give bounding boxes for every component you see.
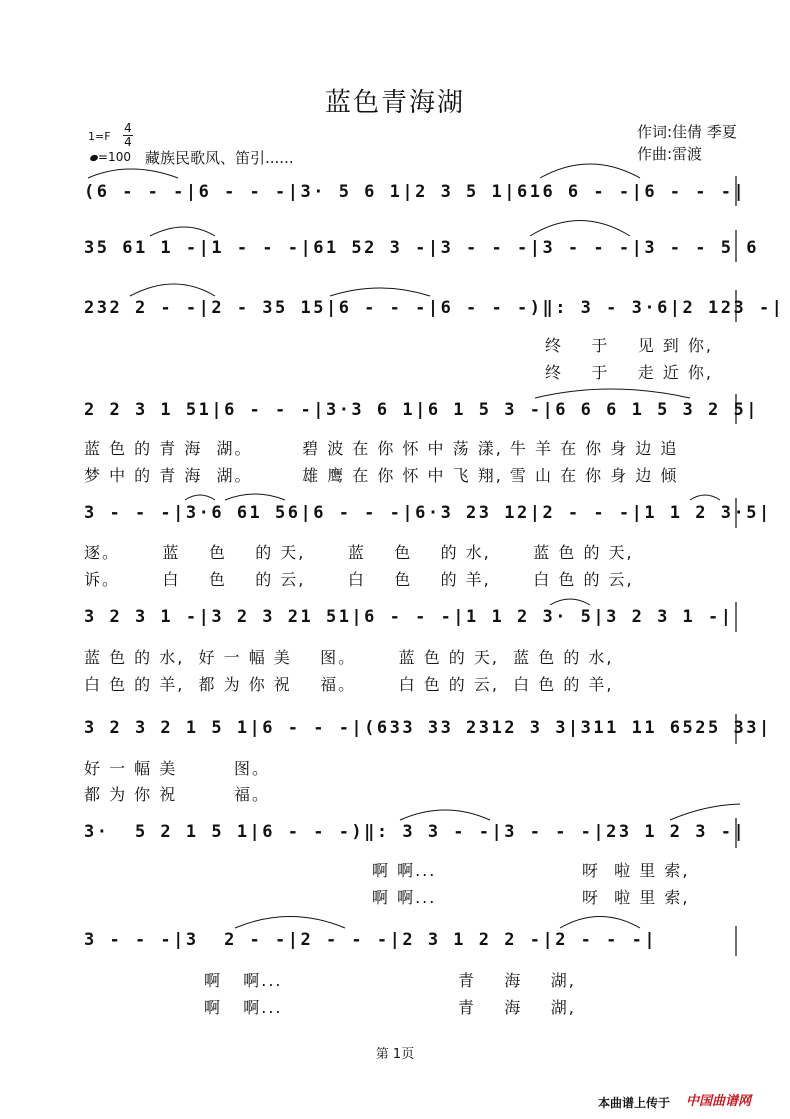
lyrics-row-8-verse-1b: 呀 啦 里 索, — [582, 861, 690, 880]
time-sig-top: 4 — [124, 121, 132, 135]
page-number: 第 1页 — [375, 1047, 415, 1062]
notation-row-5: 3 - - -|3·6 61 56|6 - - -|6·3 23 12|2 - - -|1 1 2 3·5| — [84, 503, 772, 523]
lyrics-row-9-verse-2b: 青 海 湖, — [458, 998, 576, 1017]
slur — [550, 599, 590, 605]
slur — [400, 810, 490, 820]
lyrics-row-5-verse-1: 逐。 蓝 色 的 天, 蓝 色 的 水, 蓝 色 的 天, — [84, 543, 634, 562]
lyricist-credit: 作词:佳倩 季夏 — [637, 123, 737, 141]
slur — [690, 495, 720, 500]
upload-note: 本曲谱上传于 — [598, 1096, 671, 1110]
lyrics-row-6-verse-1: 蓝 色 的 水, 好 一 幅 美 图。 蓝 色 的 天, 蓝 色 的 水, — [84, 648, 614, 667]
notation-row-6: 3 2 3 1 -|3 2 3 21 51|6 - - -|1 1 2 3· 5|3 2 3 1 -| — [84, 607, 734, 627]
lyrics-row-9-verse-1b: 青 海 湖, — [458, 971, 576, 990]
style-note: 藏族民歌风、笛引...... — [145, 149, 294, 167]
slur — [540, 164, 640, 178]
slur — [330, 288, 430, 296]
tempo-value: =100 — [98, 150, 131, 164]
lyrics-row-6-verse-2: 白 色 的 羊, 都 为 你 祝 福。 白 色 的 云, 白 色 的 羊, — [84, 675, 614, 694]
lyrics-row-9-verse-1a: 啊 啊... — [204, 971, 283, 990]
key-signature: 1=F — [88, 130, 111, 143]
notation-row-1: (6 - - -|6 - - -|3· 5 6 1|2 3 5 1|616 6 - -|6 - - -| — [84, 182, 747, 202]
slur — [185, 495, 215, 500]
lyrics-row-4-verse-2: 梦 中 的 青 海 湖。 雄 鹰 在 你 怀 中 飞 翔, 雪 山 在 你 身 边 倾 — [84, 466, 679, 485]
slur — [530, 221, 630, 237]
notation-row-7: 3 2 3 2 1 5 1|6 - - -|(633 33 2312 3 3|311 11 6525 33| — [84, 718, 772, 738]
lyrics-row-4-verse-1: 蓝 色 的 青 海 湖。 碧 波 在 你 怀 中 荡 漾, 牛 羊 在 你 身 边 追 — [84, 439, 679, 458]
composer-credit: 作曲:雷渡 — [637, 145, 703, 163]
slur — [670, 804, 740, 820]
slur — [235, 917, 345, 929]
notation-row-8: 3· 5 2 1 5 1|6 - - -)‖: 3 3 - -|3 - - -|23 1 2 3 -| — [84, 822, 747, 842]
notation-row-9: 3 - - -|3 2 - -|2 - - -|2 3 1 2 2 -|2 - - -| — [84, 930, 658, 950]
notation-row-2: 35 61 1 -|1 - - -|61 52 3 -|3 - - -|3 - - -|3 - - 5 6 — [84, 238, 759, 258]
slur — [225, 494, 285, 500]
lyrics-row-3-verse-2: 终 于 走 近 你, — [545, 363, 713, 382]
lyrics-row-5-verse-2: 诉。 白 色 的 云, 白 色 的 羊, 白 色 的 云, — [84, 570, 634, 589]
lyrics-row-8-verse-2b: 呀 啦 里 索, — [582, 888, 690, 907]
slur — [130, 284, 215, 296]
lyrics-row-3-verse-1: 终 于 见 到 你, — [545, 336, 713, 355]
lyrics-row-7-verse-2: 都 为 你 祝 福。 — [84, 785, 270, 804]
lyrics-row-8-verse-2a: 啊 啊... — [372, 888, 437, 907]
time-sig-bottom: 4 — [124, 135, 132, 149]
slur — [88, 169, 178, 178]
slur — [535, 389, 690, 398]
notation-row-4: 2 2 3 1 51|6 - - -|3·3 6 1|6 1 5 3 -|6 6 6 1 5 3 2 5| — [84, 400, 759, 420]
lyrics-row-9-verse-2a: 啊 啊... — [204, 998, 283, 1017]
song-title: 蓝色青海湖 — [324, 88, 465, 118]
lyrics-row-7-verse-1: 好 一 幅 美 图。 — [84, 759, 270, 778]
lyrics-row-8-verse-1a: 啊 啊... — [372, 861, 437, 880]
slur — [150, 227, 215, 236]
slur — [560, 917, 640, 929]
notation-row-3: 232 2 - -|2 - 35 15|6 - - -|6 - - -)‖: 3 - 3·6|2 123 -| — [84, 298, 785, 318]
site-logo: 中国曲谱网 — [686, 1094, 752, 1109]
